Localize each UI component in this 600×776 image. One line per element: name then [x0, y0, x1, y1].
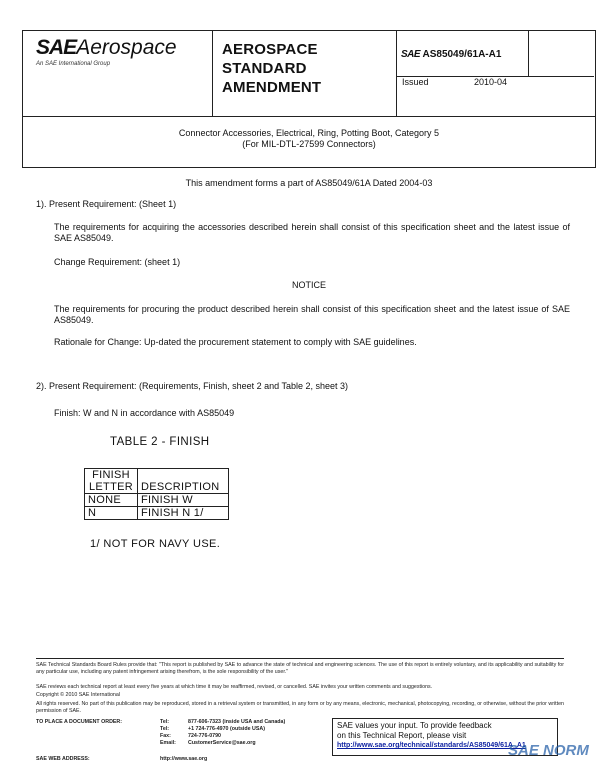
- header-divider-1: [212, 30, 213, 116]
- web-address-label: [36, 756, 90, 763]
- title-line-2: STANDARD: [222, 60, 307, 77]
- feedback-line-2: on this Technical Report, please visit: [337, 730, 467, 740]
- table-footnote: 1/ NOT FOR NAVY USE.: [90, 538, 221, 550]
- tel1-value: 877-606-7323 (inside USA and Canada): [188, 719, 286, 725]
- title-line-3: AMENDMENT: [222, 79, 322, 96]
- notice-heading: NOTICE: [291, 280, 326, 290]
- row-description: FINISH W: [138, 494, 229, 507]
- row-description: FINISH N 1/: [138, 507, 229, 520]
- sae-aerospace-logo: [36, 36, 177, 60]
- item1-paragraph-1: The requirements for acquiring the accessories described herein shall consist of this specification sheet and the latest issue of SAE AS85049.: [54, 222, 570, 243]
- fax-label: Fax:: [160, 733, 171, 739]
- footer-review-text: SAE reviews each technical report at least every five years at which time it may be reaffirmed, revised, or cancelled. SAE invites your written comments and suggestions.: [36, 684, 433, 690]
- issued-date: 2010-04: [474, 77, 508, 87]
- title-line-1: AEROSPACE: [222, 41, 318, 58]
- table-header-row: [85, 469, 229, 494]
- subject-line-2: (For MIL-DTL-27599 Connectors): [242, 139, 376, 149]
- header-finish-label: FINISH: [92, 469, 130, 481]
- feedback-link[interactable]: http://www.sae.org/technical/standards/AS85049/61A_A1: [337, 742, 526, 749]
- sae-norm-watermark: SAE NORM: [508, 742, 589, 759]
- logo-name: Aerospace: [76, 36, 177, 59]
- footer-rules-text: SAE Technical Standards Board Rules provide that: "This report is published by SAE to advance the state of technical and engineering sciences. The use of this report is entirely voluntary, and its applicability and suitability for any particular use, including any patent infringement arising therefrom, is the sole responsibility of the user.": [36, 662, 564, 675]
- logo-subtitle: An SAE International Group: [36, 61, 111, 67]
- document-number: [401, 49, 501, 60]
- feedback-line-1: SAE values your input. To provide feedback: [337, 721, 492, 730]
- tel2-value: +1 724-776-4970 (outside USA): [188, 726, 265, 732]
- document-title: [222, 40, 321, 97]
- web-address-link[interactable]: http://www.sae.org: [160, 756, 208, 762]
- table-row: [85, 507, 229, 520]
- order-label-text: TO PLACE A DOCUMENT ORDER:: [36, 719, 123, 725]
- item2-heading: 2). Present Requirement: (Requirements, Finish, sheet 2 and Table 2, sheet 3): [36, 381, 348, 391]
- email-label: Email:: [160, 740, 176, 746]
- footer-rule: [36, 658, 564, 659]
- change-requirement: Change Requirement: (sheet 1): [54, 257, 181, 267]
- header-finish-letter: [85, 469, 138, 494]
- footer-rights-text: All rights reserved. No part of this publication may be reproduced, stored in a retrieval system or transmitted, in any form or by any means, electronic, mechanical, photocopying, recording, or otherwise, without the prior written permission of SAE.: [36, 701, 564, 714]
- item1-heading: 1). Present Requirement: (Sheet 1): [36, 199, 177, 209]
- row-letter: NONE: [85, 494, 138, 507]
- email-value[interactable]: CustomerService@sae.org: [188, 740, 256, 746]
- intro-text: This amendment forms a part of AS85049/61A Dated 2004-03: [185, 178, 433, 188]
- doc-number-value: AS85049/61A-A1: [422, 49, 502, 60]
- contact-block: [160, 719, 285, 747]
- header-divider-3: [528, 30, 529, 76]
- web-label-text: SAE WEB ADDRESS:: [36, 756, 90, 762]
- header-description: DESCRIPTION: [138, 469, 229, 494]
- finish-statement: Finish: W and N in accordance with AS85049: [54, 408, 235, 418]
- issued-label: Issued: [402, 77, 429, 87]
- table-row: [85, 494, 229, 507]
- tel1-label: Tel:: [160, 719, 170, 725]
- footer-copyright: Copyright © 2010 SAE International: [36, 692, 120, 698]
- item1-paragraph-2: The requirements for procuring the product described herein shall consist of this specification sheet and the latest issue of SAE AS85049.: [54, 304, 570, 325]
- tel2-label: Tel:: [160, 726, 170, 732]
- header-divider-2: [396, 30, 397, 116]
- fax-value: 724-776-0790: [188, 733, 221, 739]
- row-letter: N: [85, 507, 138, 520]
- rationale-text: Rationale for Change: Up-dated the procurement statement to comply with SAE guidelines.: [54, 337, 417, 347]
- header-letter-label: LETTER: [89, 481, 133, 493]
- logo-brand: SAE: [36, 36, 77, 59]
- order-label: [36, 719, 122, 726]
- doc-brand: SAE: [401, 49, 421, 60]
- finish-table: [84, 468, 229, 520]
- finish-table-title: TABLE 2 - FINISH: [110, 436, 210, 448]
- subject-line-1: Connector Accessories, Electrical, Ring, Potting Boot, Category 5: [178, 128, 440, 138]
